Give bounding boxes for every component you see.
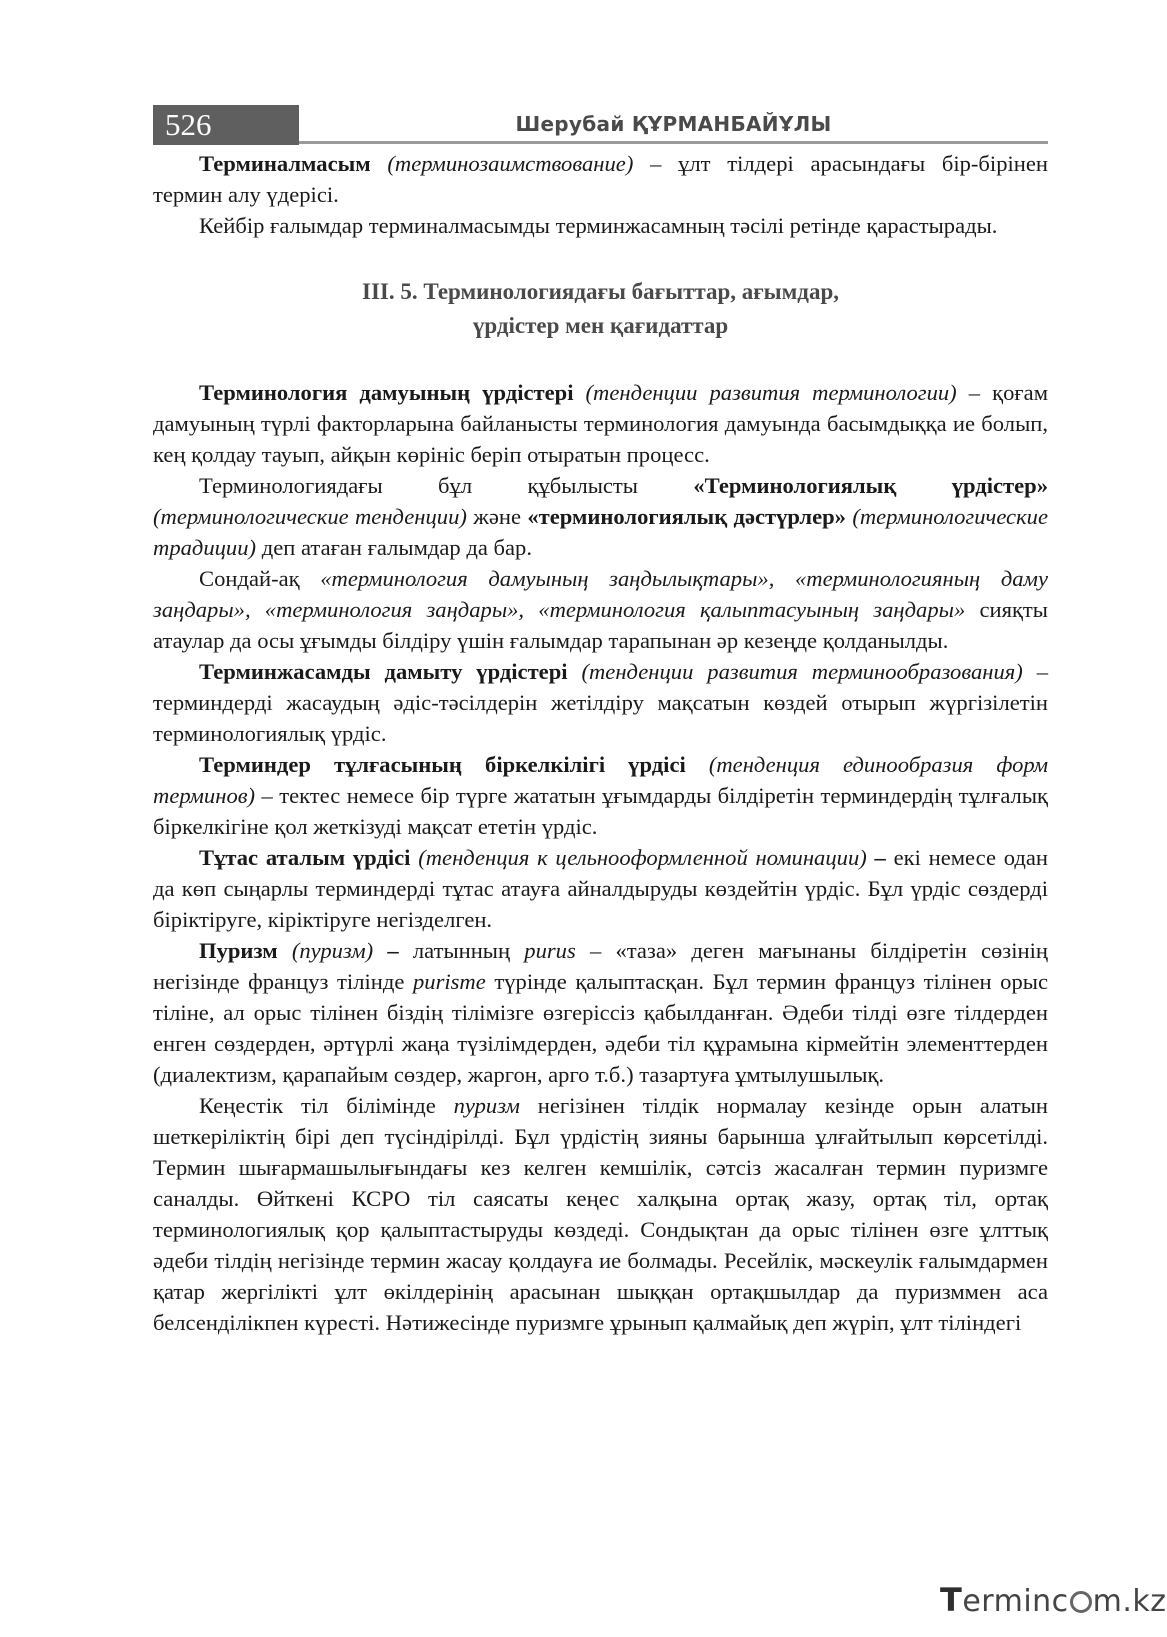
text-run: Терминологиядағы бұл құбылысты	[199, 473, 694, 498]
text-run: Сондай-ақ	[199, 566, 321, 591]
header-rule	[299, 141, 1048, 144]
text-run: негізінен тілдік нормалау кезінде орын алатын шеткеріліктің бірі деп түсіндірілді. Бұл үрдістің зияны барынша ұлғайтылып көрсетілді. Термин шығармашылығындағы кез келген кемшілік, сәтсіз жасалған термин пуризмге саналды. Өйткені КСРО тіл саясаты кеңес халқына ортақ жазу, ортақ тіл, ортақ терминологиялық қор қалыптастыруды көздеді. Сондықтан да орыс тілінен өзге ұлттық әдеби тілдің негізінде термин жасау қолдауға ие болмады. Ресейлік, мәскеулік ғалымдармен қатар жергілікті ұлт өкілдерінің арасынан шыққан ортақшылдар да пуризммен аса белсенділікпен күресті. Нәтижесінде пуризмге ұрынып қалмайық деп жүріп, ұлт тіліндегі	[153, 1093, 1048, 1335]
dash: –	[866, 845, 886, 870]
term-gloss: (тенденция единообразия форм терминов)	[153, 752, 1048, 808]
term: «терминологиялық дәстүрлер»	[527, 504, 846, 529]
term-gloss: (терминозаимствование)	[387, 151, 634, 176]
term: Тұтас аталым үрдісі	[199, 845, 411, 870]
term-gloss: (тенденции развития терминологии)	[585, 380, 957, 405]
paragraph-term	[153, 749, 1048, 842]
italic-run: purisme	[412, 969, 486, 994]
paragraph-term-borrowing	[153, 148, 1048, 210]
section-heading-line: ІІІ. 5. Терминологиядағы бағыттар, ағымдар,	[362, 279, 839, 304]
term: Терминология дамуының үрдістері	[199, 380, 574, 405]
term-gloss: (тенденции развития терминообразования)	[581, 659, 1023, 684]
logo-text: m.kz	[1092, 1584, 1167, 1619]
definition-text: – тектес немесе бір түрге жататын ұғымдарды білдіретін терминдердің тұлғалық біркелкігіне қол жеткізуді мақсат ететін үрдіс.	[153, 783, 1048, 839]
section-heading-line: үрдістер мен қағидаттар	[472, 313, 729, 338]
running-head: Шерубай ҚҰРМАНБАЙҰЛЫ	[515, 112, 832, 136]
paragraph-term	[153, 842, 1048, 935]
paragraph	[153, 1090, 1048, 1338]
paragraph: Кейбір ғалымдар терминалмасымды терминжасамның тәсілі ретінде қарастырады.	[199, 213, 998, 238]
term: «Терминологиялық үрдістер»	[693, 473, 1048, 498]
dash: –	[373, 938, 399, 963]
logo-text: erminc	[962, 1584, 1069, 1619]
term: Терминжасамды дамыту үрдістері	[199, 659, 568, 684]
term-gloss: (терминологические тенденции)	[153, 504, 467, 529]
text-run: сияқты атаулар да осы ұғымды білдіру үшін ғалымдар тарапынан әр кезеңде қолданылды.	[153, 597, 1048, 653]
italic-run: «терминология дамуының заңдылықтары», «терминологияның даму заңдары», «терминология заңдары», «терминология қалыптасуының заңдары»	[153, 566, 1048, 622]
term: Терминалмасым	[199, 151, 371, 176]
text-run: Кеңестік тіл білімінде	[199, 1093, 454, 1118]
logo-letter: T	[940, 1581, 963, 1619]
definition-text: екі немесе одан да көп сыңарлы терминдерді тұтас атауға айналдыруды көздейтін үрдіс. Бұл үрдіс сөздерді біріктіруге, кіріктіруге негізделген.	[153, 845, 1048, 932]
page-body	[153, 148, 1048, 1338]
text-run: және	[466, 504, 528, 529]
page-number: 526	[153, 105, 299, 145]
page-header	[153, 105, 1048, 145]
term-gloss: (тенденция к цельнооформленной номинации)	[418, 845, 867, 870]
paragraph	[153, 563, 1048, 656]
paragraph-term-trends	[153, 377, 1048, 470]
definition-text: – ұлт тілдері арасындағы бір-бірінен термин алу үдерісі.	[153, 151, 1048, 207]
text-run: – «таза» деген мағынаны білдіретін сөзінің негізінде француз тілінде	[153, 938, 1048, 994]
watermark-logo	[940, 1578, 1167, 1622]
section-heading	[153, 275, 1048, 343]
term-gloss: (терминологические традиции)	[153, 504, 1048, 560]
term: Терминдер тұлғасының біркелкілігі үрдісі	[199, 752, 686, 777]
term: Пуризм	[199, 938, 278, 963]
logo-o-icon	[1070, 1591, 1092, 1613]
paragraph-term-purism	[153, 935, 1048, 1090]
paragraph-term	[153, 656, 1048, 749]
paragraph	[153, 470, 1048, 563]
italic-run: purus	[524, 938, 576, 963]
definition-text: – терминдерді жасаудың әдіс-тәсілдерін жетілдіру мақсатын көздей отырып жүргізілетін терминологиялық үрдіс.	[153, 659, 1049, 746]
term-gloss: (пуризм)	[291, 938, 374, 963]
italic-run: пуризм	[453, 1093, 520, 1118]
definition-text: – қоғам дамуының түрлі факторларына байланысты терминология дамуында басымдыққа ие болып, кең қолдау тауып, айқын көрініс беріп отыратын процесс.	[153, 380, 1048, 467]
text-run: латынның	[398, 938, 525, 963]
text-run: түрінде қалыптасқан. Бұл термин француз тілінен орыс тіліне, ал орыс тілінен біздің тілімізге өзгеріссіз қабылданған. Әдеби тілді өзге тілдерден енген сөздерден, әртүрлі жаңа түзілімдерден, әдеби тіл құрамына кірмейтін элементтерден (диалектизм, қарапайым сөздер, жаргон, арго т.б.) тазартуға ұмтылушылық.	[153, 969, 1048, 1087]
text-run: деп атаған ғалымдар да бар.	[256, 535, 532, 560]
